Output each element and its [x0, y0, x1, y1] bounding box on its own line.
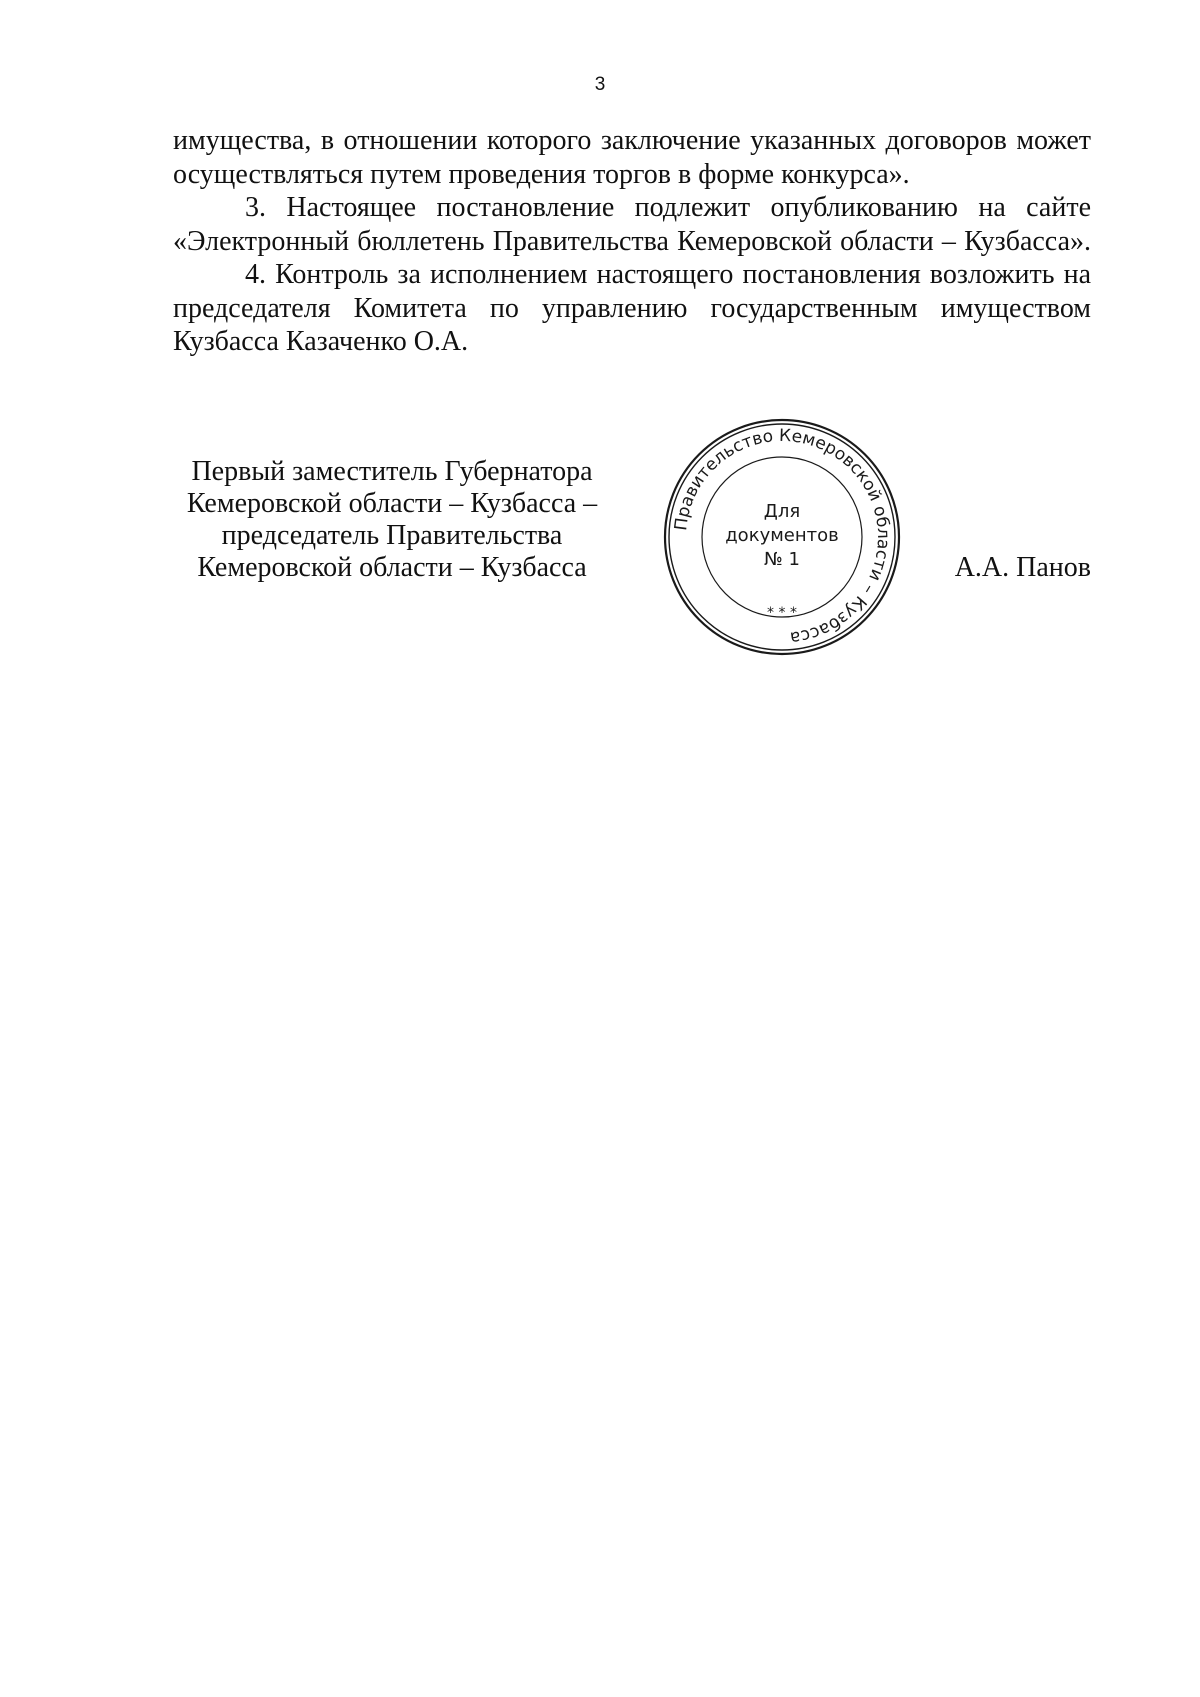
body-text: [173, 124, 1091, 359]
paragraph-line: председателя Комитета по управлению государственным имуществом: [173, 292, 1091, 324]
paragraph-line: имущества, в отношении которого заключение указанных договоров может: [173, 125, 1091, 156]
paragraph-line: осуществляться путем проведения торгов в форме конкурса».: [173, 158, 910, 190]
paragraph-line: 4. Контроль за исполнением настоящего постановления возложить на: [245, 259, 1091, 290]
seal-center-line: документов: [725, 525, 839, 546]
signatory-position-line: Первый заместитель Губернатора: [191, 456, 593, 487]
seal-center-line: Для: [763, 501, 801, 522]
signatory-position-line: председатель Правительства: [221, 520, 563, 551]
page-number: 3: [594, 74, 606, 95]
official-seal-stamp: [662, 417, 902, 657]
seal-bottom-mark: * * *: [767, 605, 797, 621]
signatory-position-line: Кемеровской области – Кузбасса –: [186, 488, 598, 519]
signatory-position: [172, 456, 612, 584]
seal-ring-text: Правительство Кемеровской области – Кузбасса: [671, 425, 894, 648]
paragraph-line: 3. Настоящее постановление подлежит опубликованию на сайте: [245, 192, 1091, 223]
seal-center-line: № 1: [764, 549, 800, 570]
signatory-name: А.А. Панов: [954, 552, 1091, 583]
paragraph-line: «Электронный бюллетень Правительства Кемеровской области – Кузбасса».: [173, 225, 1091, 257]
signatory-position-line: Кемеровской области – Кузбасса: [197, 552, 587, 583]
paragraph-line: Кузбасса Казаченко О.А.: [173, 326, 469, 357]
